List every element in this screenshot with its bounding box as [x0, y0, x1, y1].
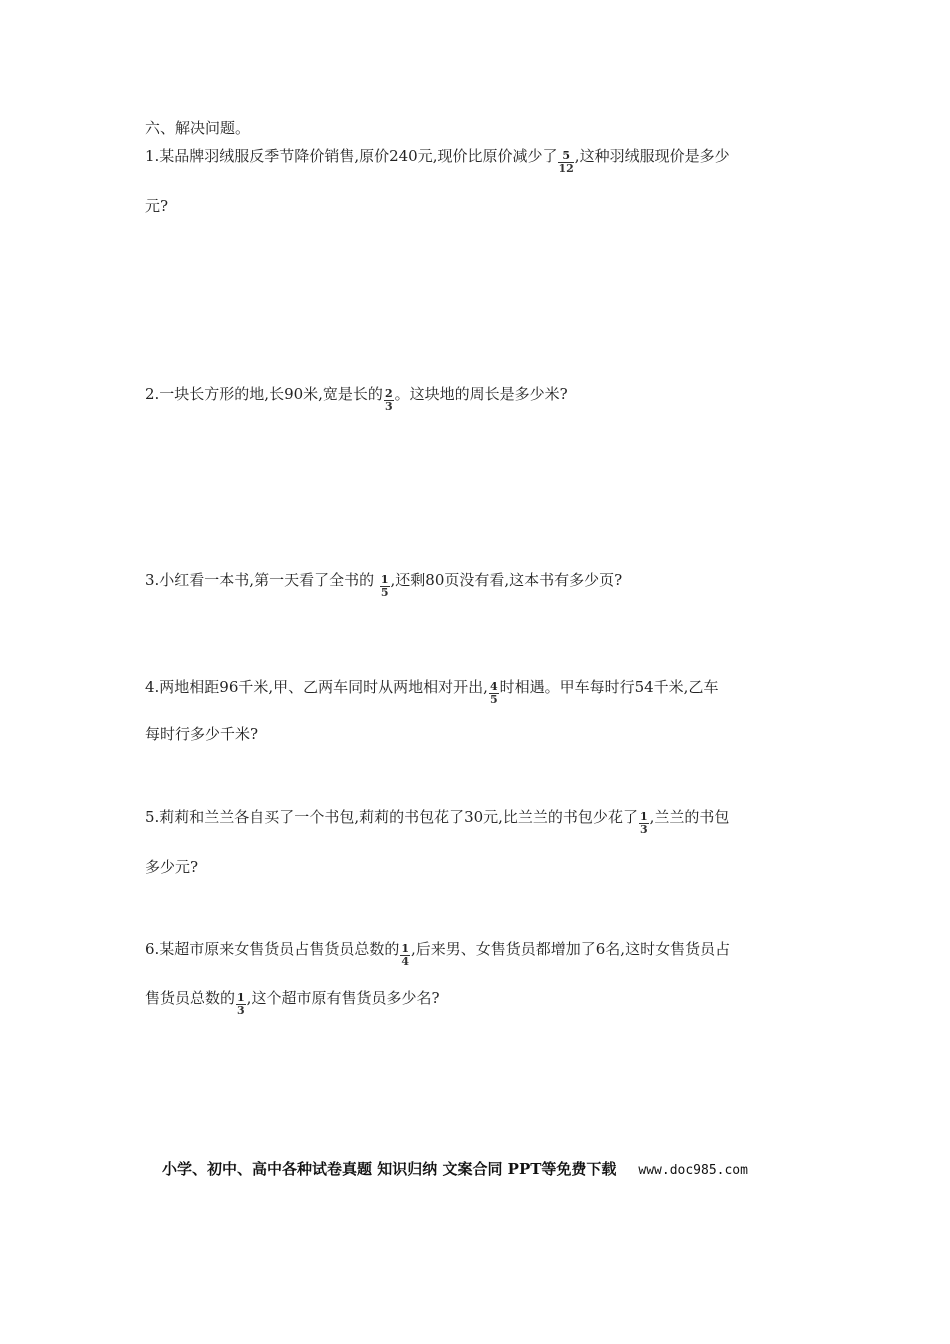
problem-6-line-2 — [145, 988, 440, 1017]
problem-5-text-b: ,兰兰的书包 — [649, 808, 730, 826]
fraction — [639, 810, 649, 836]
problem-6-line-1 — [145, 939, 731, 968]
problem-5-text-a: 5.莉莉和兰兰各自买了一个书包,莉莉的书包花了30元,比兰兰的书包少花了 — [145, 808, 638, 826]
problem-2-line-1 — [145, 384, 568, 413]
fraction-numerator: 1 — [639, 810, 648, 823]
fraction-numerator: 5 — [558, 150, 573, 163]
problem-5-line-2: 多少元? — [145, 858, 199, 876]
fraction-numerator: 2 — [384, 387, 393, 400]
problem-3-line-1 — [145, 570, 623, 599]
fraction-denominator: 5 — [380, 586, 389, 599]
footer-text: 小学、初中、高中各种试卷真题 知识归纳 文案合同 PPT等免费下载 — [162, 1160, 617, 1178]
problem-3-text-a: 3.小红看一本书,第一天看了全书的 — [145, 571, 379, 589]
fraction — [489, 680, 499, 706]
problem-1-line-2: 元? — [145, 197, 169, 215]
problem-6-text-d: ,这个超市原有售货员多少名? — [246, 989, 440, 1007]
problem-6-text-a: 6.某超市原来女售货员占售货员总数的 — [145, 940, 400, 958]
fraction-numerator: 1 — [401, 942, 409, 955]
problem-3-text-b: ,还剩80页没有看,这本书有多少页? — [390, 571, 623, 589]
problem-4-line-1 — [145, 677, 719, 706]
problem-6-text-c: 售货员总数的 — [145, 989, 236, 1007]
fraction-denominator: 3 — [384, 400, 393, 413]
fraction-denominator: 5 — [489, 693, 498, 706]
problem-2-text-a: 2.一块长方形的地,长90米,宽是长的 — [145, 385, 383, 403]
fraction-denominator: 3 — [237, 1004, 245, 1017]
problem-1-text-a: 1.某品牌羽绒服反季节降价销售,原价240元,现价比原价减少了 — [145, 147, 558, 165]
fraction — [236, 991, 246, 1017]
fraction-denominator: 3 — [639, 823, 648, 836]
footer — [162, 1158, 748, 1179]
fraction — [400, 942, 410, 968]
problem-6-text-b: ,后来男、女售货员都增加了6名,这时女售货员占 — [410, 940, 731, 958]
problem-4-text-a: 4.两地相距96千米,甲、乙两车同时从两地相对开出, — [145, 678, 488, 696]
problem-2-text-b: 。这块地的周长是多少米? — [394, 385, 568, 403]
fraction-numerator: 1 — [237, 991, 245, 1004]
fraction — [380, 573, 390, 599]
fraction-denominator: 12 — [558, 162, 574, 175]
problem-4-text-b: 时相遇。甲车每时行54千米,乙车 — [499, 678, 719, 696]
section-title: 六、解决问题。 — [145, 119, 251, 137]
fraction — [384, 387, 394, 413]
footer-url[interactable]: www.doc985.com — [638, 1163, 748, 1178]
problem-1-text-b: ,这种羽绒服现价是多少 — [574, 147, 730, 165]
problem-1-line-1 — [145, 146, 730, 175]
fraction — [558, 149, 574, 175]
problem-5-line-1 — [145, 807, 730, 836]
fraction-denominator: 4 — [401, 955, 409, 968]
problem-4-line-2: 每时行多少千米? — [145, 725, 259, 743]
fraction-numerator: 1 — [380, 573, 389, 586]
fraction-numerator: 4 — [489, 680, 498, 693]
